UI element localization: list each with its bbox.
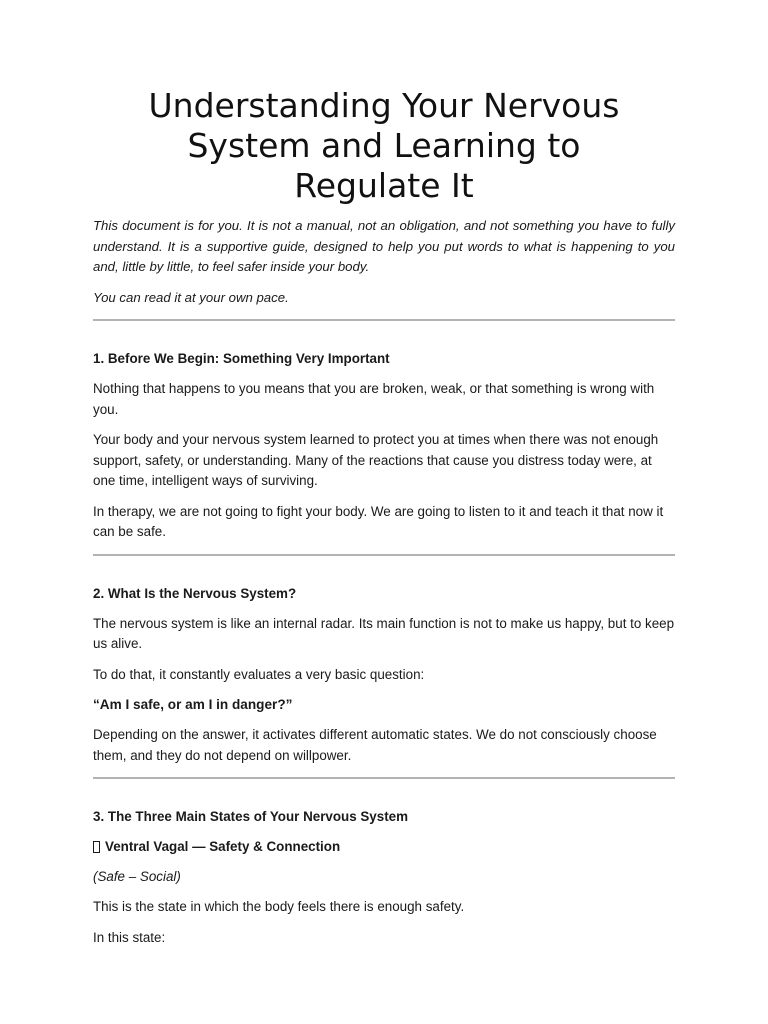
subsection-heading-ventral-vagal xyxy=(93,837,675,857)
document-page xyxy=(93,0,675,948)
section-3-paragraph: In this state: xyxy=(93,929,166,945)
section-2-paragraph: The nervous system is like an internal radar. Its main function is not to make us happy, but to keep us alive. xyxy=(93,615,675,651)
section-1-paragraph: Your body and your nervous system learned to protect you at times when there was not enough support, safety, or understanding. Many of the reactions that cause you distress today were, at one time, intelligent ways of surviving. xyxy=(93,432,659,488)
section-2-paragraph: Depending on the answer, it activates different automatic states. We do not consciously choose them, and they do not depend on willpower. xyxy=(93,727,657,763)
section-divider xyxy=(93,777,675,779)
document-title: Understanding Your Nervous System and Learning to Regulate It xyxy=(148,86,620,205)
missing-glyph-icon xyxy=(93,841,100,853)
section-1-paragraph: In therapy, we are not going to fight your body. We are going to listen to it and teach it that now it can be safe. xyxy=(93,503,664,539)
section-heading-2: 2. What Is the Nervous System? xyxy=(93,585,297,601)
state-note: (Safe – Social) xyxy=(93,869,181,884)
section-divider xyxy=(93,319,675,321)
section-heading-1: 1. Before We Begin: Something Very Important xyxy=(93,351,390,366)
key-question-quote: “Am I safe, or am I in danger?” xyxy=(93,697,293,712)
section-heading-3: 3. The Three Main States of Your Nervous System xyxy=(93,809,409,824)
section-1-paragraph: Nothing that happens to you means that you are broken, weak, or that something is wrong with you. xyxy=(93,381,655,417)
intro-paragraph: This document is for you. It is not a manual, not an obligation, and not something you have to fully understand. It is a supportive guide, designed to help you put words to what is happening to you and, little by little, to feel safer inside your body. xyxy=(93,218,675,274)
section-3-paragraph: This is the state in which the body feels there is enough safety. xyxy=(93,899,465,914)
section-2-paragraph: To do that, it constantly evaluates a very basic question: xyxy=(93,666,425,682)
intro-paragraph: You can read it at your own pace. xyxy=(93,289,289,305)
section-divider xyxy=(93,554,675,556)
subsection-heading-text: Ventral Vagal — Safety & Connection xyxy=(105,839,341,854)
